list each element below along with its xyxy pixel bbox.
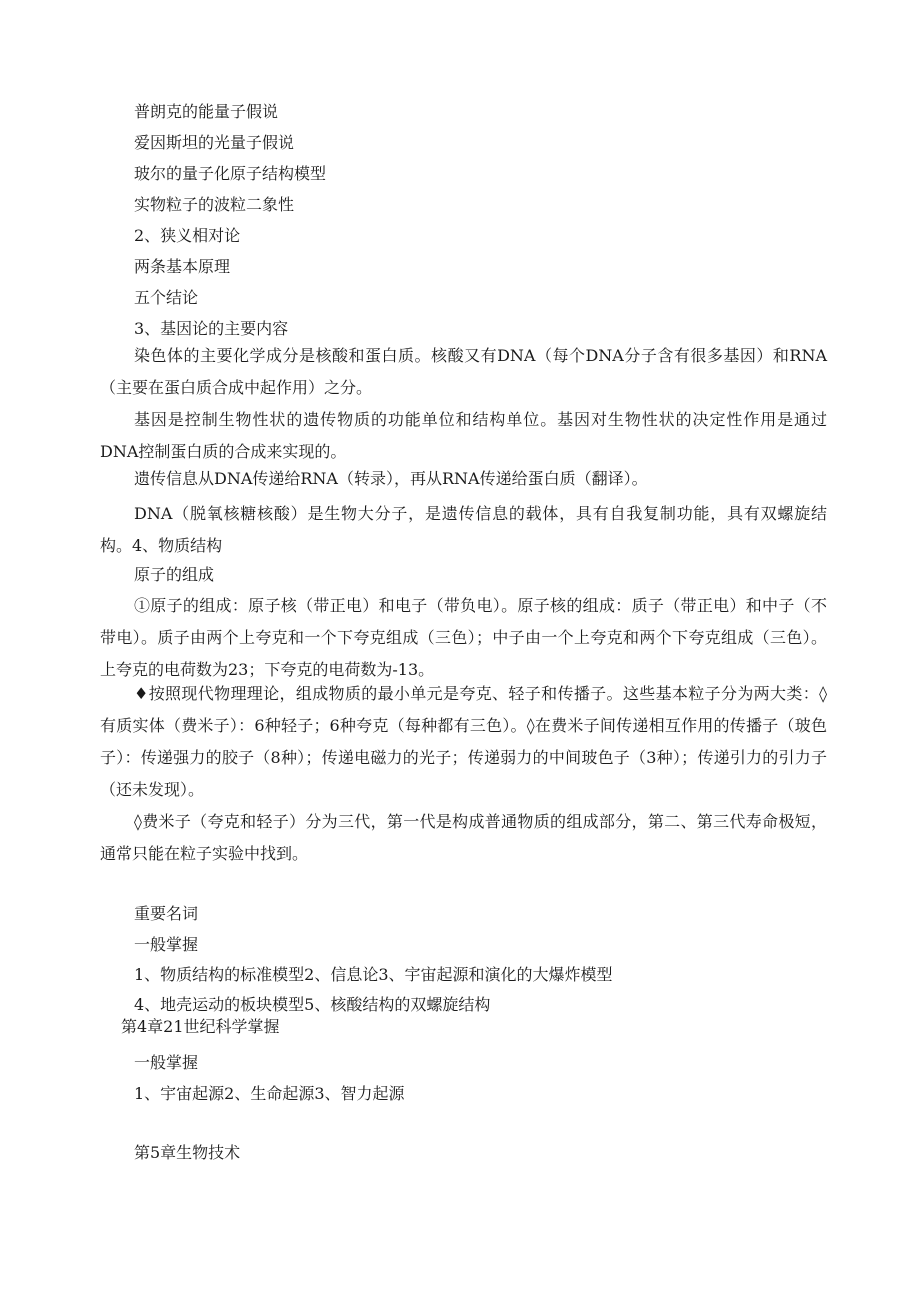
line-gene-theory: 3、基因论的主要内容: [134, 319, 289, 338]
line-wave-particle: 实物粒子的波粒二象性: [134, 195, 295, 214]
label-general-mastery: 一般掌握: [134, 935, 199, 954]
terms-item-1: 1、物质结构的标准模型2、信息论3、宇宙起源和演化的大爆炸模型: [134, 965, 613, 984]
line-einstein: 爱因斯坦的光量子假说: [134, 133, 295, 152]
paragraph-modern-physics: ♦按照现代物理理论，组成物质的最小单元是夸克、轻子和传播子。这些基本粒子分为两大类：◊有质实体（费米子）：6种轻子；6种夸克（每种都有三色）。◊在费米子间传递相互作用的传播子（玻色子）：传递强力的胶子（8种）；传递电磁力的光子；传递弱力的中间玻色子（3种）；传递引力的引力子（还未发现）。: [100, 684, 827, 799]
line-planck: 普朗克的能量子假说: [134, 102, 279, 121]
paragraph-chromosome: 染色体的主要化学成分是核酸和蛋白质。核酸又有DNA（每个DNA分子含有很多基因）和RNA（主要在蛋白质合成中起作用）之分。: [100, 346, 827, 397]
line-relativity: 2、狭义相对论: [134, 226, 241, 245]
heading-important-terms: 重要名词: [134, 904, 199, 923]
paragraph-atom-composition: ①原子的组成：原子核（带正电）和电子（带负电）。原子核的组成：质子（带正电）和中子（不带电）。质子由两个上夸克和一个下夸克组成（三色）；中子由一个上夸克和两个下夸克组成（三色）。上夸克的电荷数为23；下夸克的电荷数为-13。: [100, 596, 827, 679]
line-five-conclusions: 五个结论: [134, 288, 199, 307]
paragraph-gene: 基因是控制生物性状的遗传物质的功能单位和结构单位。基因对生物性状的决定性作用是通过DNA控制蛋白质的合成来实现的。: [100, 410, 827, 461]
line-bohr: 玻尔的量子化原子结构模型: [134, 164, 327, 183]
paragraph-dna: DNA（脱氧核糖核酸）是生物大分子，是遗传信息的载体，具有自我复制功能，具有双螺旋结构。4、物质结构: [100, 504, 827, 555]
line-two-principles: 两条基本原理: [134, 257, 231, 276]
chapter4-general-mastery: 一般掌握: [134, 1053, 199, 1072]
chapter4-title: 第4章21世纪科学掌握: [121, 1017, 280, 1036]
terms-item-2: 4、地壳运动的板块模型5、核酸结构的双螺旋结构: [134, 995, 491, 1014]
paragraph-transfer: 遗传信息从DNA传递给RNA（转录），再从RNA传递给蛋白质（翻译）。: [134, 469, 648, 488]
paragraph-atom-heading: 原子的组成: [134, 565, 215, 584]
chapter4-item-1: 1、宇宙起源2、生命起源3、智力起源: [134, 1084, 405, 1103]
paragraph-fermion: ◊费米子（夸克和轻子）分为三代，第一代是构成普通物质的组成部分，第二、第三代寿命极短，通常只能在粒子实验中找到。: [100, 812, 827, 863]
chapter5-title: 第5章生物技术: [134, 1143, 241, 1162]
